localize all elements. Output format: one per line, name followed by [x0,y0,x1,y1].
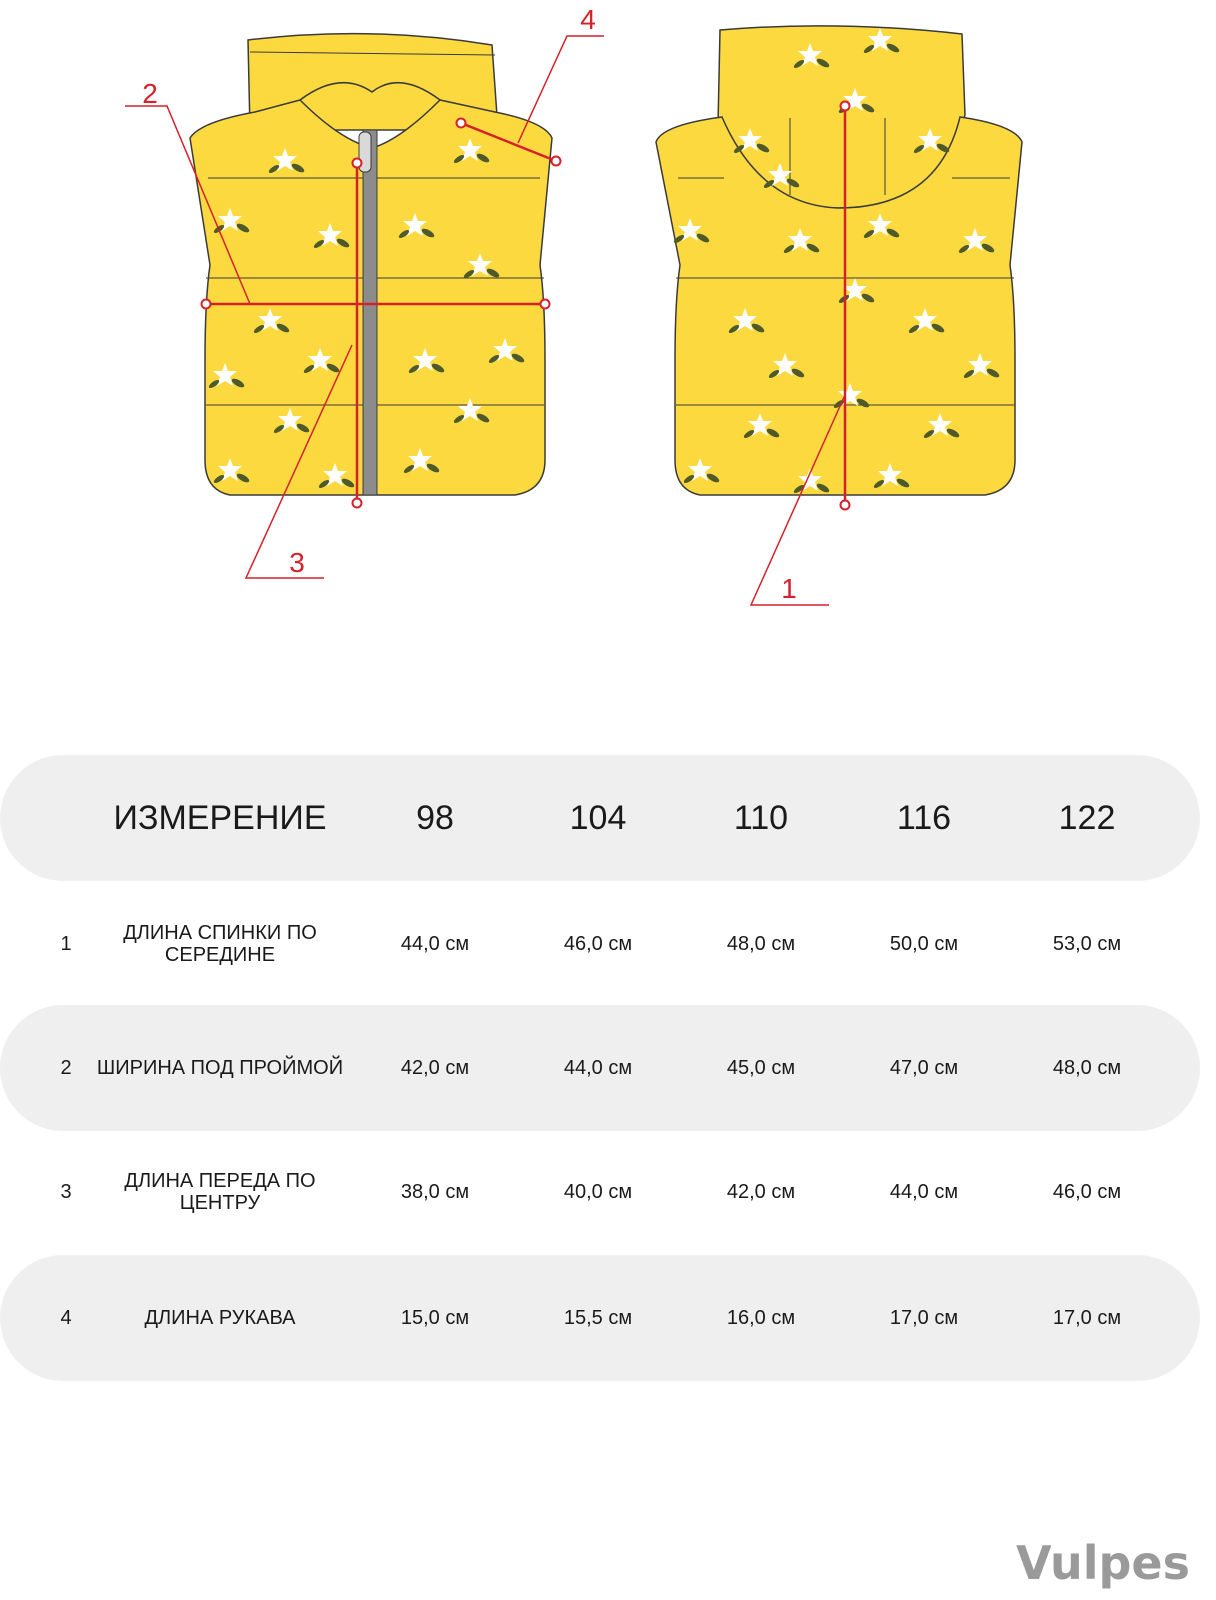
row-value: 48,0 см [1052,1057,1122,1079]
row-value: 15,0 см [400,1307,470,1329]
row-value: 16,0 см [726,1307,796,1329]
row-value: 44,0 см [889,1181,959,1203]
row-index: 3 [60,1181,72,1203]
header-size: 98 [416,798,454,837]
callout-3: 3 [289,547,305,578]
vest-diagram [0,0,1216,640]
callout-1: 1 [781,573,797,604]
row-index: 1 [60,933,72,955]
vest-back [656,26,1022,495]
row-value: 44,0 см [563,1057,633,1079]
row-value: 40,0 см [563,1181,633,1203]
row-value: 50,0 см [889,933,959,955]
row-index: 2 [60,1057,72,1079]
row-value: 48,0 см [726,933,796,955]
row-value: 47,0 см [889,1057,959,1079]
header-size: 122 [1058,798,1116,837]
header-measurement: ИЗМЕРЕНИЕ [113,798,327,837]
row-name: ДЛИНА СПИНКИ ПО СЕРЕДИНЕ [123,922,317,966]
row-value: 42,0 см [400,1057,470,1079]
table-row [0,1129,1200,1255]
vest-front [190,34,552,495]
table-row [0,1255,1200,1381]
row-value: 42,0 см [726,1181,796,1203]
row-value: 15,5 см [563,1307,633,1329]
row-index: 4 [60,1307,72,1329]
table-row [0,1005,1200,1131]
row-value: 53,0 см [1052,933,1122,955]
row-value: 38,0 см [400,1181,470,1203]
row-value: 45,0 см [726,1057,796,1079]
row-value: 46,0 см [563,933,633,955]
table-header-row [0,755,1200,881]
row-name: ДЛИНА РУКАВА [144,1307,296,1329]
table-row [0,881,1200,1007]
row-name: ДЛИНА ПЕРЕДА ПО ЦЕНТРУ [124,1170,316,1214]
header-size: 104 [569,798,627,837]
row-value: 17,0 см [1052,1307,1122,1329]
callout-4: 4 [580,4,596,35]
header-size: 116 [896,798,952,837]
row-value: 17,0 см [889,1307,959,1329]
row-value: 44,0 см [400,933,470,955]
callout-2: 2 [142,78,158,109]
header-size: 110 [733,798,789,837]
brand-logo: Vulpes [1016,1536,1190,1590]
row-name: ШИРИНА ПОД ПРОЙМОЙ [96,1057,344,1079]
row-value: 46,0 см [1052,1181,1122,1203]
